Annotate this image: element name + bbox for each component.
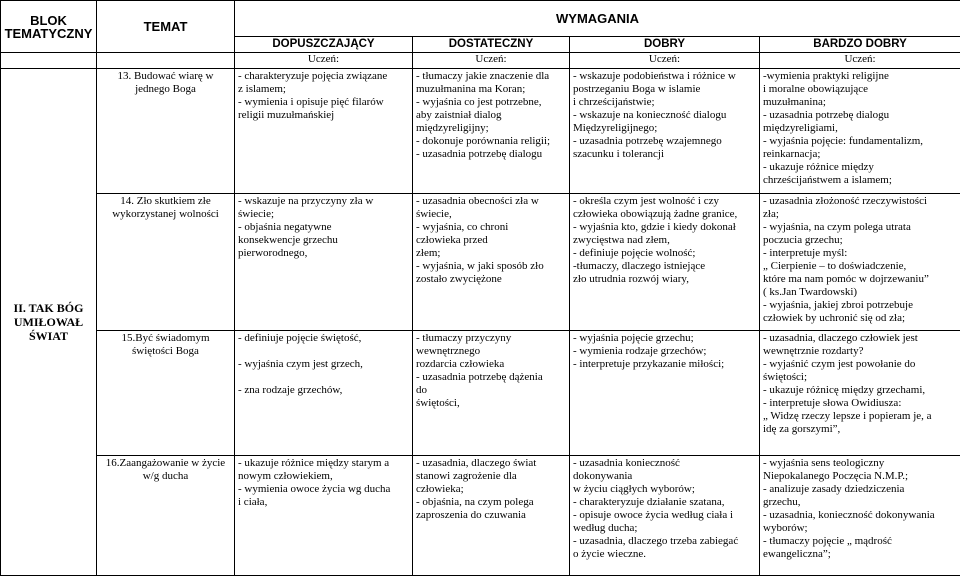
requirement-text: - uzasadnia złożoność rzeczywistości zła; - wyjaśnia, na czym polega utrata poczucia grzechu; - interpretuje myśl: „ Cierpienie – to doświadczenie, które ma nam pomóc w dojrzewaniu” ( ks.Jan Twardowski) - wyjaśnia, jakiej zbroi potrzebuje człowiek by uchronić się od zła; — [763, 195, 929, 324]
requirement-text: - wskazuje na przyczyny zła w świecie; - objaśnia negatywne konsekwencje grzechu pierworodnego, — [238, 195, 374, 259]
table-row — [1, 69, 960, 194]
level-header-2: DOSTATECZNY — [413, 37, 570, 53]
student-label: Uczeń: — [235, 53, 413, 69]
topic-text: 13. Budować wiarę w jednego Boga — [117, 70, 214, 95]
requirement-text: - wskazuje podobieństwa i różnice w postrzeganiu Boga w islamie i chrześcijaństwie; - wskazuje na konieczność dialogu Międzyreligijnego; - uzasadnia potrzebę wzajemnego szacunku i tolerancji — [573, 70, 736, 160]
requirement-text: - definiuje pojęcie świętość, - wyjaśnia czym jest grzech, - zna rodzaje grzechów, — [238, 332, 363, 396]
student-label: Uczeń: — [570, 53, 760, 69]
requirement-text: - uzasadnia, dlaczego świat stanowi zagrożenie dla człowieka; - objaśnia, na czym polega zaproszenia do czuwania — [416, 457, 537, 521]
requirement-text: - uzasadnia konieczność dokonywania w życiu ciągłych wyborów; - charakteryzuje działanie szatana, - opisuje owoce życia według ciała i według ducha; - uzasadnia, dlaczego trzeba zabiegać o życie wieczne. — [573, 457, 739, 560]
level-header-1: DOPUSZCZAJĄCY — [235, 37, 413, 53]
student-label: Uczeń: — [760, 53, 960, 69]
table-row — [1, 331, 960, 456]
topic-text: 16.Zaangażowanie w życie w/g ducha — [105, 457, 226, 482]
requirement-text: - określa czym jest wolność i czy człowieka obowiązują żadne granice, - wyjaśnia kto, gdzie i kiedy dokonał zwycięstwa nad złem, - definiuje pojęcie wolność; -tłumaczy, dlaczego istniejące zło utrudnia rozwój wiary, — [573, 195, 738, 285]
student-label: Uczeń: — [413, 53, 570, 69]
empty-cell — [97, 53, 235, 69]
block-title: II. TAK BÓG UMIŁOWAŁ ŚWIAT — [1, 69, 97, 576]
topic-cell — [97, 69, 235, 194]
requirement-text: - tłumaczy jakie znaczenie dla muzułmanina ma Koran; - wyjaśnia co jest potrzebne, aby zaistniał dialog międzyreligijny; - dokonuje porównania religii; - uzasadnia potrzebę dialogu — [416, 70, 551, 160]
block-header: BLOK TEMATYCZNY — [1, 1, 97, 53]
requirement-text: - uzasadnia, dlaczego człowiek jest wewnętrznie rozdarty? - wyjaśnić czym jest powołanie do świętości; - ukazuje różnicę między grzechami, - interpretuje słowa Owidiusza: „ Widzę rzeczy lepsze i popieram je, a idę za gorszymi”, — [763, 332, 932, 435]
requirements-header: WYMAGANIA — [235, 1, 960, 37]
level-header-3: DOBRY — [570, 37, 760, 53]
topic-text: 15.Być świadomym świętości Boga — [121, 332, 210, 357]
topic-header: TEMAT — [97, 1, 235, 53]
empty-cell — [1, 53, 97, 69]
table-row — [1, 456, 960, 576]
requirement-text: - charakteryzuje pojęcia związane z islamem; - wymienia i opisuje pięć filarów religii muzułmańskiej — [238, 70, 388, 121]
requirement-text: - uzasadnia obecności zła w świecie, - wyjaśnia, co chroni człowieka przed złem; - wyjaśnia, w jaki sposób zło zostało zwyciężone — [416, 195, 544, 285]
requirement-text: - ukazuje różnice między starym a nowym człowiekiem, - wymienia owoce życia wg ducha i ciała, — [238, 457, 391, 508]
requirement-text: -wymienia praktyki religijne i moralne obowiązujące muzułmanina; - uzasadnia potrzebę dialogu międzyreligiami, - wyjaśnia pojęcie: fundamentalizm, reinkarnacja; - ukazuje różnice między chrześcijaństwem a islamem; — [763, 70, 924, 186]
requirement-text: - wyjaśnia sens teologiczny Niepokalanego Poczęcia N.M.P.; - analizuje zasady dziedziczenia grzechu, - uzasadnia, konieczność dokonywania wyborów; - tłumaczy pojęcie „ mądrość ewangeliczna”; — [763, 457, 935, 560]
table-row — [1, 194, 960, 331]
level-header-4: BARDZO DOBRY — [760, 37, 960, 53]
topic-text: 14. Zło skutkiem złe wykorzystanej wolności — [112, 195, 219, 220]
requirement-text: - tłumaczy przyczyny wewnętrznego rozdarcia człowieka - uzasadnia potrzebę dążenia do świętości, — [416, 332, 543, 409]
requirement-text: - wyjaśnia pojęcie grzechu; - wymienia rodzaje grzechów; - interpretuje przykazanie miłości; — [573, 332, 725, 370]
